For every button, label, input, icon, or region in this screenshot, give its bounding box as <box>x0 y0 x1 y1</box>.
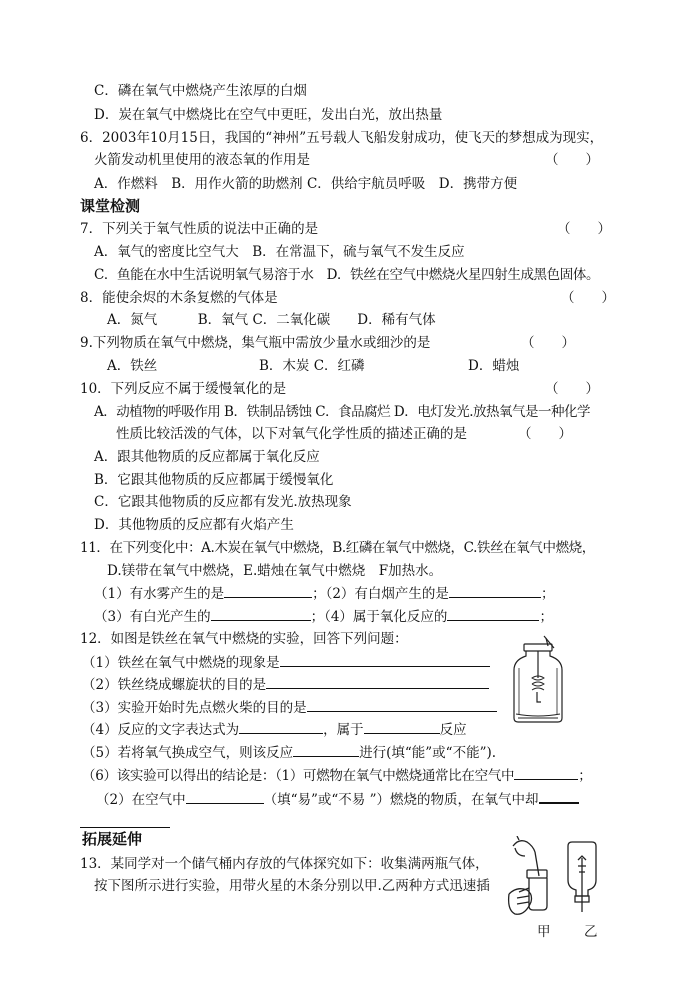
q10-stem: 10．下列反应不属于缓慢氧化的是 <box>80 381 287 397</box>
q12-part3-label: （3）实验开始时先点燃火柴的目的是 <box>82 700 307 716</box>
q10-options-line1: A．动植物的呼吸作用 B．铁制品锈蚀 C．食品腐烂 D．电灯发光.放热氧气是一种化学 <box>94 404 590 420</box>
q6-stem-line2: 火箭发动机里使用的液态氧的作用是 <box>94 152 310 168</box>
q12-part6-end: ； <box>578 768 592 784</box>
q12-part6-row <box>82 766 591 785</box>
q12-part5-blank[interactable] <box>293 743 359 757</box>
q12-part7-label: （2）在空气中 <box>96 792 186 808</box>
q8-answer-paren: （ ） <box>561 290 615 306</box>
q12-part5-label: （5）若将氧气换成空气，则该反应 <box>82 745 294 761</box>
q12-part1-blank[interactable] <box>280 653 490 667</box>
q11-part3-blank[interactable] <box>211 607 311 621</box>
q12-continuation-blank[interactable] <box>80 827 170 828</box>
q10-option-b: B．它跟其他物质的反应都属于缓慢氧化 <box>94 472 334 488</box>
q12-part1-label: （1）铁丝在氧气中燃烧的现象是 <box>82 655 280 671</box>
q9-option-d: D．蜡烛 <box>468 358 520 374</box>
q10-answer-paren-2: （ ） <box>518 426 572 442</box>
q11-part4-label: ；（4）属于氧化反应的 <box>310 609 448 625</box>
q11-part3-row <box>94 607 553 626</box>
q11-part1-row <box>94 584 554 603</box>
q12-part4-row <box>82 720 467 739</box>
q12-part3-blank[interactable] <box>307 698 497 712</box>
q13-stem-line2: 按下图所示进行实验，用带火星的木条分别以甲.乙两种方式迅速插 <box>94 878 490 894</box>
q5-option-d: D．炭在氧气中燃烧比在空气中更旺，发出白光，放出热量 <box>94 107 443 123</box>
q12-part5-end: 进行(填“能”或“不能”). <box>359 745 497 761</box>
q12-part7-blank-1[interactable] <box>186 790 264 804</box>
q12-part4-mid: ，属于 <box>323 722 364 738</box>
q11-part2-label: ；（2）有白烟产生的是 <box>312 586 449 602</box>
q12-part4-blank-1[interactable] <box>239 720 323 734</box>
iron-wire-gas-jar-illustration <box>506 634 568 726</box>
q12-part5-row <box>82 743 496 762</box>
q10-option-a: A．跟其他物质的反应都属于氧化反应 <box>94 449 320 465</box>
q12-part7-row <box>96 789 579 809</box>
q11-part1-label: （1）有水雾产生的是 <box>94 586 225 602</box>
q12-part4-end: 反应 <box>439 722 467 738</box>
q9-option-a: A．铁丝 <box>107 358 158 374</box>
q12-part4-blank-2[interactable] <box>364 720 440 734</box>
q9-options-bc: B．木炭 C．红磷 <box>259 358 365 374</box>
q11-part4-blank[interactable] <box>447 607 539 621</box>
q12-part2-blank[interactable] <box>266 675 489 689</box>
q7-answer-paren: （ ） <box>557 221 611 237</box>
q6-stem-line1: 6．2003年10月15日，我国的“神州”五号载人飞船发射成功，使飞天的梦想成为现实， <box>80 130 604 146</box>
q13-label-yi: 乙 <box>584 924 598 940</box>
q7-stem: 7．下列关于氧气性质的说法中正确的是 <box>80 221 319 237</box>
q12-part1-row <box>82 653 490 672</box>
q11-part2-blank[interactable] <box>449 584 541 598</box>
section-heading-extension: 拓展延伸 <box>82 830 143 848</box>
hand-inserting-splint-jia-illustration <box>505 836 563 920</box>
q11-part4-end: ； <box>539 609 553 625</box>
section-heading-classroom-test: 课堂检测 <box>80 197 141 215</box>
q10-answer-paren: （ ） <box>545 381 599 397</box>
q11-stem-line2: D.镁带在氧气中燃烧，E.蜡烛在氧气中燃烧 F加热水。 <box>107 563 443 579</box>
q9-stem: 9.下列物质在氧气中燃烧，集气瓶中需放少量水或细沙的是 <box>80 335 431 351</box>
q10-options-line2: 性质比较活泼的气体，以下对氧气化学性质的描述正确的是 <box>116 426 467 442</box>
q11-part1-blank[interactable] <box>224 584 312 598</box>
q12-part4-label: （4）反应的文字表达式为 <box>82 722 240 738</box>
q13-stem-line1: 13．某同学对一个储气桶内存放的气体探究如下：收集满两瓶气体， <box>80 856 489 872</box>
q7-options-ab: A．氧气的密度比空气大 B．在常温下，硫与氧气不发生反应 <box>94 244 465 260</box>
q13-label-jia: 甲 <box>537 924 551 940</box>
q12-stem: 12．如图是铁丝在氧气中燃烧的实验，回答下列问题： <box>80 631 408 647</box>
q12-part6-label: （6）该实验可以得出的结论是：（1）可燃物在氧气中燃烧通常比在空气中 <box>82 768 515 784</box>
inverted-jar-yi-illustration <box>562 838 602 918</box>
q5-option-c: C．磷在氧气中燃烧产生浓厚的白烟 <box>94 83 307 99</box>
q12-part3-row <box>82 698 497 717</box>
q11-part2-end: ； <box>540 586 555 602</box>
q12-part7-blank-2[interactable] <box>539 789 579 804</box>
q12-part2-label: （2）铁丝绕成螺旋状的目的是 <box>82 677 267 693</box>
q8-options: A．氮气 B．氧气 C．二氧化碳 D．稀有气体 <box>107 312 436 328</box>
q7-options-cd: C．鱼能在水中生活说明氧气易溶于水 D．铁丝在空气中燃烧火星四射生成黑色固体。 <box>94 267 600 283</box>
q10-option-d: D．其他物质的反应都有火焰产生 <box>94 517 294 533</box>
q12-part2-row <box>82 675 489 694</box>
q12-part6-blank[interactable] <box>514 766 578 780</box>
q6-answer-paren: （ ） <box>545 152 599 168</box>
q11-stem-line1: 11．在下列变化中：A.木炭在氧气中燃烧，B.红磷在氧气中燃烧，C.铁丝在氧气中燃烧， <box>80 540 595 556</box>
q10-option-c: C．它跟其他物质的反应都有发光.放热现象 <box>94 494 352 510</box>
q6-options: A．作燃料 B．用作火箭的助燃剂 C．供给宇航员呼吸 D．携带方便 <box>94 176 518 192</box>
q11-part3-label: （3）有白光产生的 <box>94 609 211 625</box>
q12-part7-mid: （填“易”或“不易 ”）燃烧的物质，在氧气中却 <box>263 792 539 808</box>
q8-stem: 8．能使余烬的木条复燃的气体是 <box>80 290 278 306</box>
q9-answer-paren: （ ） <box>521 335 575 351</box>
